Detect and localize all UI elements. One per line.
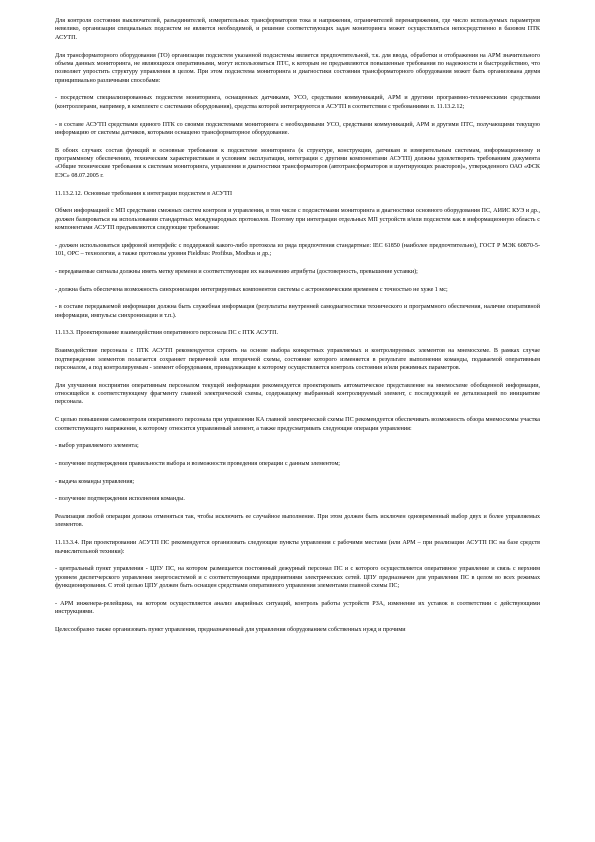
paragraph-operation-cancel: Реализация любой операции должна отменяться так, чтобы исключить ее случайное выполнение. При этом должен быть исключен одновременный выбор двух и более управляемых элементов. [55, 514, 540, 529]
paragraph-transformer-equipment: Для трансформаторного оборудования (ТО) организация подсистем указанной подсистемы является предпочтительной, т.к. для ввода, обработки и отображения на АРМ значительного объема данных мониторинга, не являющихся оперативными, могут использоваться ПТС, к которым не предъявляются повышенные требования по надежности и быстродействию, что позволяет упростить структуру управления в целом. При этом подсистема мониторинга и диагностики состояния трансформаторного оборудования может быть организована двумя принципиально различными способами: [55, 52, 540, 84]
section-heading-control-points: 11.13.3.4. При проектировании АСУТП ПС рекомендуется организовать следующие пункты управления с рабочими местами (или АРМ – при реализации АСУТП ПС на базе средств вычислительной техники): [55, 540, 540, 555]
list-item-central-control-point: - центральный пункт управления - ЦПУ ПС, на котором размещается постоянный дежурный персонал ПС и с которого осуществляется оперативное управление и связь с верхним уровнем диспетчерского управления энергосистемой и с соответствующими предприятиями электрических сетей. ЦПУ предназначен для управления ПС в целом во всех режимах функционирования. С этой целью ЦПУ должен быть оснащен средствами оперативного управления элементами главной схемы ПС; [55, 566, 540, 590]
list-item-unified-ptk: - в составе АСУТП средствами единого ПТК со своими подсистемами мониторинга с необходимыми УСО, средствами коммуникаций, АРМ и другими ПТС, получающими текущую информацию от системы датчиков, которыми оснащено трансформаторное оборудование. [55, 121, 540, 136]
list-item-confirm-selection: - получение подтверждения правильности выбора и возможности проведения операции с данным элементом; [55, 460, 340, 467]
paragraph-monitoring-intro: Для контроля состояния выключателей, разъединителей, измерительных трансформаторов тока и напряжения, ограничителей перенапряжения, где число используемых параметров невелико, организация специальных подсистем не является необходимой, и решение соответствующих задач мониторинга может осуществляться непосредственно в базовом ПТК АСУТП. [55, 18, 540, 41]
paragraph-self-control: С целью повышения самоконтроля оперативного персонала при управлении КА главной электрической схемы ПС рекомендуется обеспечивать возможность обзора мнемосхемы участка соответствующего напряжения, к которому относится управляемый элемент, а также предусматривать следующие операции управления: [55, 417, 540, 432]
paragraph-general-requirements: В обоих случаях состав функций и основные требования к подсистеме мониторинга (к структуре, конструкции, датчикам и измерительным системам, информационному и программному обеспечению, техническим характеристикам и условиям эксплуатации, интеграции с другими компонентами АСУТП) должны удовлетворять требованиям документа «Общие технические требования к системам мониторинга, управления и диагностики трансформаторов (автотрансформаторов и шунтирующих реакторов)», утвержденного ОАО «ФСК ЕЭС» 08.07.2005 г. [55, 147, 540, 179]
list-item-service-info: - в составе передаваемой информации должна быть служебная информация (результаты внутренней самодиагностики технического и программного обеспечения, наличие оперативной информации, импульсы синхронизации и т.п.). [55, 304, 540, 319]
list-item-issue-command: - выдача команды управления; [55, 478, 135, 485]
paragraph-aux-control-point: Целесообразно также организовать пункт управления, предназначенный для управления оборудованием собственных нужд и прочими [55, 626, 406, 633]
list-item-relay-engineer-workstation: - АРМ инженера-релейщика, на котором осуществляется анализ аварийных ситуаций, контроль работы устройств РЗА, изменение их уставок в соответствии с действующими инструкциями. [55, 600, 540, 616]
paragraph-information-exchange: Обмен информацией с МП средствами смежных систем контроля и управления, в том числе с подсистемами мониторинга и диагностики основного оборудования ПС, АИИС КУЭ и др., должен базироваться на использовании стандартных международных протоколов. Поэтому при интеграции отдельных МП устройств и/или подсистем как в информационную область с компонентами АСУТП предъявляются следующие требования: [55, 208, 540, 232]
paragraph-operator-interaction: Взаимодействие персонала с ПТК АСУТП рекомендуется строить на основе выбора конкретных управляемых и контролируемых элементов на мнемосхеме. В рамках случае подтверждения элементов полагается сохраняет первичной или вторичной схемы, состояние которого изменяется в результате выполнения команды, подаваемой оперативным персоналом, а под контролируемым - элемент оборудования, принадлежащие к которому осуществляется контроль состояния и/или режимных параметров. [55, 348, 540, 371]
list-item-time-sync: - должна быть обеспечена возможность синхронизации интегрируемых компонентов системы с астрономическим временем с точностью не хуже 1 мс; [55, 286, 448, 293]
document-page [55, 17, 540, 644]
list-item-select-element: - выбор управляемого элемента; [55, 443, 139, 450]
list-item-confirm-execution: - получение подтверждения исполнения команды. [55, 496, 185, 503]
section-heading-operator-interaction: 11.13.3. Проектирование взаимодействия оперативного персонала ПС с ПТК АСУТП. [55, 330, 279, 337]
list-item-timestamps: - передаваемые сигналы должны иметь метку времени и соответствующие их назначению атрибуты (достоверность, превышение уставки); [55, 268, 418, 275]
section-heading-integration: 11.13.2.12. Основные требования к интеграции подсистем в АСУТП [55, 190, 233, 197]
paragraph-perception: Для улучшения восприятия оперативным персоналом текущей информации рекомендуется проектировать автоматическое представление на мнемосхеме обобщенной информации, относящейся к соответствующему фрагменту главной электрической схемы, содержащему выбранный контролируемый элемент, с последующей ее детализацией по инициативе персонала. [55, 382, 540, 406]
list-item-specialized-subsystems: - посредством специализированных подсистем мониторинга, оснащенных датчиками, УСО, средствами коммуникаций, АРМ и другими программно-техническими средствами (контроллерами, например, в комплекте с системами оборудования), средства которой интегрируются в АСУТП в соответствии с требованиями п. 11.13.2.12; [55, 95, 540, 110]
list-item-digital-interface: - должен использоваться цифровой интерфейс с поддержкой какого-либо протокола из ряда предпочтения стандартные: IEC 61850 (наиболее предпочтительно), ГОСТ Р МЭК 60870-5-101, OPC – технологии, а также протоколы уровня Fieldbus: Profibus, Modbus и др.; [55, 242, 540, 258]
